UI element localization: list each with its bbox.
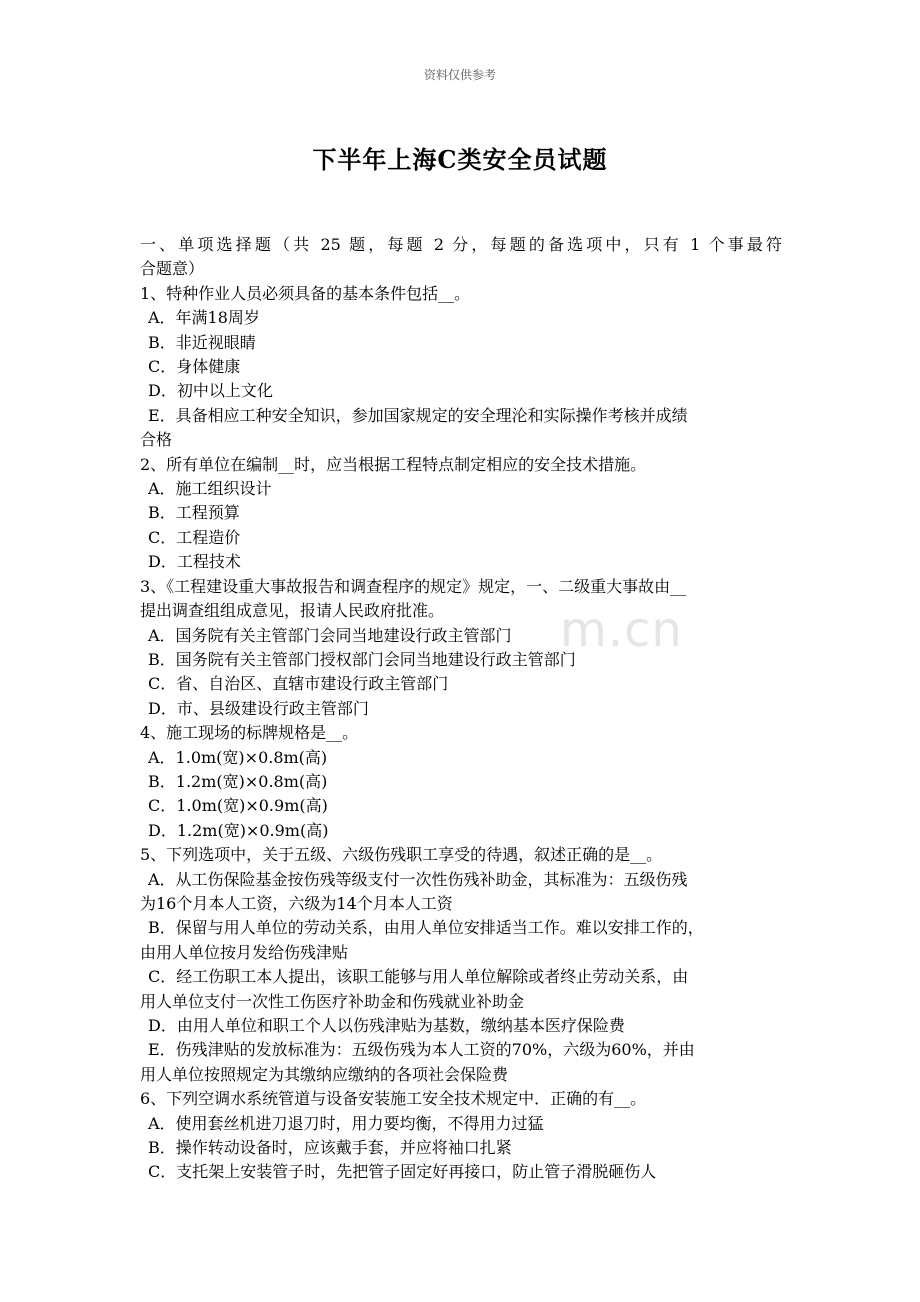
option-b: B．1.2m(宽)×0.8m(高)	[148, 771, 328, 791]
question-stem: 2、所有单位在编制__时，应当根据工程特点制定相应的安全技术措施。	[140, 454, 647, 474]
question	[140, 575, 782, 721]
option-c: C．支托架上安装管子时，先把管子固定好再接口，防止管子滑脱砸伤人	[148, 1162, 657, 1182]
option-d: D．1.2m(宽)×0.9m(高)	[148, 820, 329, 840]
section-heading-line: 合题意）	[140, 259, 205, 279]
section-heading-line: 一、单项选择题（共 25 题，每题 2 分，每题的备选项中，只有 1 个事最符	[140, 235, 782, 254]
option-d: D．初中以上文化	[148, 381, 273, 401]
question-stem: 4、施工现场的标牌规格是__。	[140, 723, 359, 743]
header-note: 资料仅供参考	[423, 68, 496, 82]
option-b-continued: 由用人单位按月发给伤残津贴	[140, 942, 349, 962]
question-stem: 3、《工程建设重大事故报告和调查程序的规定》规定，一、二级重大事故由__	[140, 576, 687, 596]
watermark: m.cn	[560, 602, 683, 658]
question	[140, 1087, 782, 1185]
option-a: A．施工组织设计	[148, 479, 272, 499]
option-c: C．工程造价	[148, 527, 241, 547]
option-a-continued: 为16个月本人工资，六级为14个月本人工资	[140, 893, 453, 913]
option-b: B．国务院有关主管部门授权部门会同当地建设行政主管部门	[148, 649, 576, 669]
question-stem: 5、下列选项中，关于五级、六级伤残职工享受的待遇，叙述正确的是__。	[140, 845, 663, 865]
option-e-continued: 合格	[140, 430, 173, 450]
option-c-continued: 用人单位支付一次性工伤医疗补助金和伤残就业补助金	[140, 991, 525, 1011]
option-a: A．使用套丝机进刀退刀时，用力要均衡，不得用力过猛	[148, 1113, 544, 1133]
option-a: A．1.0m(宽)×0.8m(高)	[148, 747, 328, 767]
question	[140, 282, 782, 453]
option-e-continued: 用人单位按照规定为其缴纳应缴纳的各项社会保险费	[140, 1064, 509, 1084]
option-d: D．工程技术	[148, 552, 241, 572]
document-body	[140, 233, 782, 1185]
question-stem-continued: 提出调查组组成意见，报请人民政府批准。	[140, 601, 445, 621]
page-title: 下半年上海C类安全员试题	[312, 145, 608, 174]
option-c: C．身体健康	[148, 357, 241, 377]
question	[140, 453, 782, 575]
option-c: C．1.0m(宽)×0.9m(高)	[148, 796, 328, 816]
question-stem: 1、特种作业人员必须具备的基本条件包括__。	[140, 283, 471, 303]
option-d: D．由用人单位和职工个人以伤残津贴为基数，缴纳基本医疗保险费	[148, 1016, 625, 1035]
option-b: B．非近视眼睛	[148, 332, 256, 352]
question-stem: 6、下列空调水系统管道与设备安装施工安全技术规定中．正确的有__。	[140, 1089, 647, 1109]
question	[140, 843, 782, 1087]
option-c: C．省、自治区、直辖市建设行政主管部门	[148, 674, 449, 694]
option-b: B．工程预算	[148, 503, 240, 523]
option-a: A．从工伤保险基金按伤残等级支付一次性伤残补助金，其标准为：五级伤残	[148, 869, 688, 889]
option-a: A．年满18周岁	[148, 308, 260, 328]
option-b: B．操作转动设备时，应该戴手套，并应将袖口扎紧	[148, 1138, 512, 1158]
option-c: C．经工伤职工本人提出，该职工能够与用人单位解除或者终止劳动关系，由	[148, 967, 689, 987]
option-a: A．国务院有关主管部门会同当地建设行政主管部门	[148, 625, 512, 645]
option-d: D．市、县级建设行政主管部门	[148, 698, 369, 718]
option-b: B．保留与用人单位的劳动关系，由用人单位安排适当工作。难以安排工作的，	[148, 918, 704, 938]
option-e: E．具备相应工种安全知识，参加国家规定的安全理沦和实际操作考核并成绩	[148, 405, 688, 425]
option-e: E．伤残津贴的发放标准为：五级伤残为本人工资的70%，六级为60%，并由	[148, 1040, 695, 1060]
question	[140, 721, 782, 843]
